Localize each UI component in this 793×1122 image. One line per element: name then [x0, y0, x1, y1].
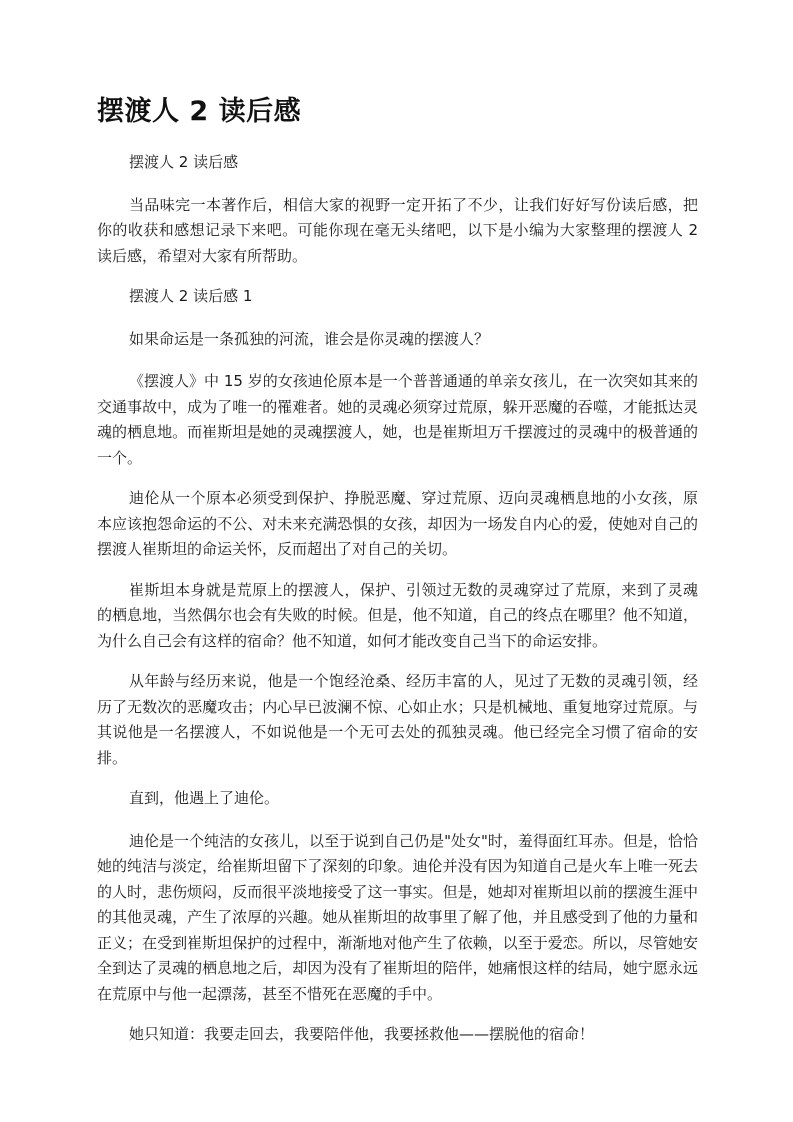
paragraph-tristan-experience: 从年龄与经历来说，他是一个饱经沧桑、经历丰富的人，见过了无数的灵魂引领，经历了无数次的恶魔攻击；内心早已波澜不惊、心如止水；只是机械地、重复地穿过荒原。与其说他是一名摆渡人，不如说他是一个无可去处的孤独灵魂。他已经完全习惯了宿命的安排。 — [97, 672, 698, 767]
paragraph-resolve: 她只知道：我要走回去，我要陪伴他，我要拯救他——摆脱他的宿命！ — [129, 1025, 595, 1043]
paragraph-opening-question: 如果命运是一条孤独的河流，谁会是你灵魂的摆渡人？ — [129, 329, 490, 348]
paragraph-dylan-character: 迪伦是一个纯洁的女孩儿，以至于说到自己仍是"处女"时，羞得面红耳赤。但是，恰恰她的纯洁与淡定，给崔斯坦留下了深刻的印象。迪伦并没有因为知道自己是火车上唯一死去的人时，悲伤烦闷，反而很平淡地接受了这一事实。但是，她却对崔斯坦以前的摆渡生涯中的其他灵魂，产生了浓厚的兴趣。她从崔斯坦的故事里了解了他，并且感受到了他的力量和正义；在受到崔斯坦保护的过程中，渐渐地对他产生了依赖，以至于爱恋。所以，尽管她安全到达了灵魂的栖息地之后，却因为没有了崔斯坦的陪伴，她痛恨这样的结局，她宁愿永远在荒原中与他一起漂荡，甚至不惜死在恶魔的手中。 — [97, 831, 698, 1003]
document-body — [97, 150, 698, 1065]
paragraph-tristan: 崔斯坦本身就是荒原上的摆渡人，保护、引领过无数的灵魂穿过了荒原，来到了灵魂的栖息地，当然偶尔也会有失败的时候。但是，他不知道，自己的终点在哪里？他不知道，为什么自己会有这样的宿命？他不知道，如何才能改变自己当下的命运安排。 — [97, 580, 698, 650]
paragraph-section-heading: 摆渡人 2 读后感 1 — [129, 287, 253, 305]
paragraph-meeting: 直到，他遇上了迪伦。 — [129, 789, 280, 807]
paragraph-intro: 当品味完一本著作后，相信大家的视野一定开拓了不少，让我们好好写份读后感，把你的收获和感想记录下来吧。可能你现在毫无头绪吧，以下是小编为大家整理的摆渡人 2 读后感，希望对大家有所帮助。 — [97, 195, 698, 265]
paragraph-subtitle: 摆渡人 2 读后感 — [129, 153, 239, 171]
paragraph-dylan: 迪伦从一个原本必须受到保护、挣脱恶魔、穿过荒原、迈向灵魂栖息地的小女孩，原本应该抱怨命运的不公、对未来充满恐惧的女孩，却因为一场发自内心的爱，使她对自己的摆渡人崔斯坦的命运关怀，反而超出了对自己的关切。 — [97, 489, 698, 558]
document-title: 摆渡人 2 读后感 — [97, 96, 302, 127]
paragraph-story-summary: 《摆渡人》中 15 岁的女孩迪伦原本是一个普普通通的单亲女孩儿，在一次突如其来的交通事故中，成为了唯一的罹难者。她的灵魂必须穿过荒原，躲开恶魔的吞噬，才能抵达灵魂的栖息地。而崔斯坦是她的灵魂摆渡人，她，也是崔斯坦万千摆渡过的灵魂中的极普通的一个。 — [97, 372, 698, 467]
